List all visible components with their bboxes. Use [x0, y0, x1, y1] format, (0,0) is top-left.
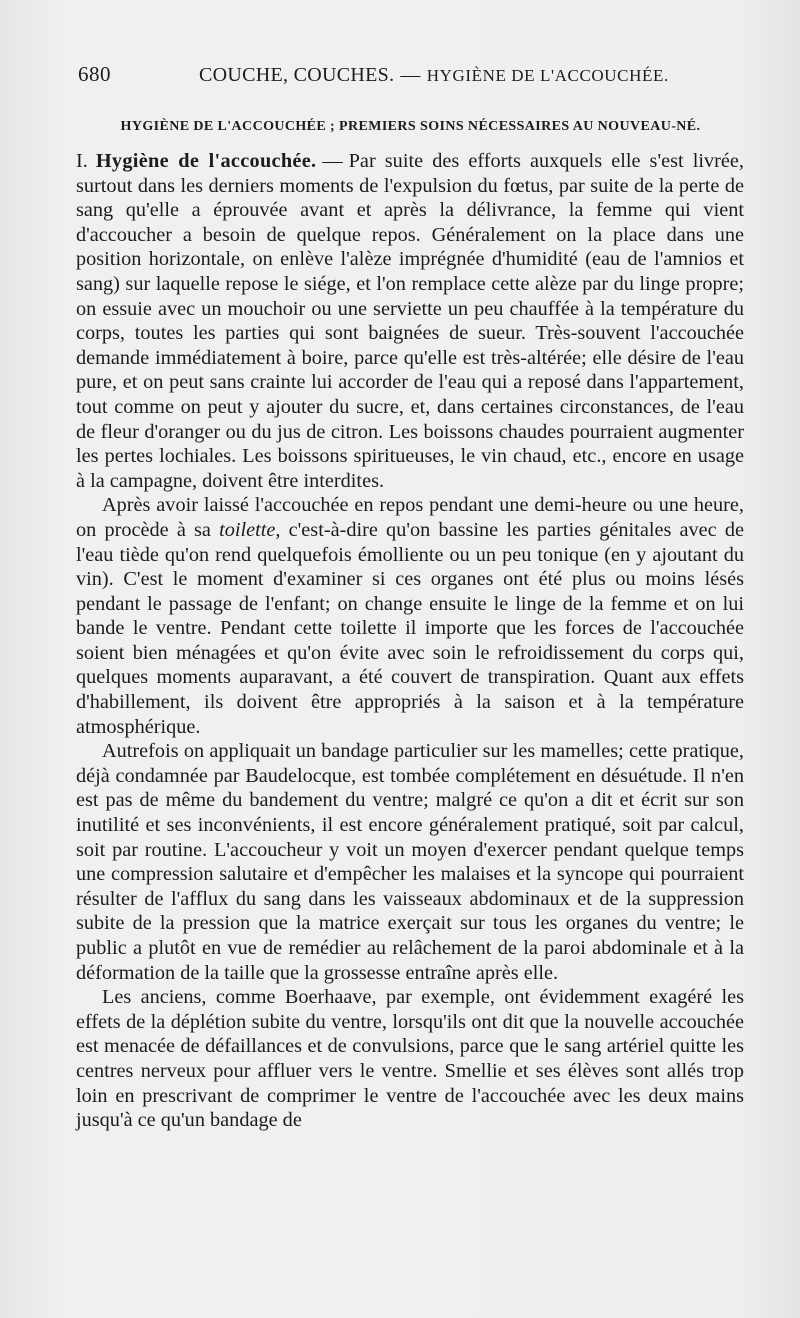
paragraph-2: [76, 493, 744, 739]
section-dash: —: [322, 150, 343, 172]
running-title-main: COUCHE, COUCHES.: [199, 64, 395, 86]
running-head: [78, 62, 743, 92]
paragraph-2-after: , c'est-à-dire qu'on bassine les parties génitales avec de l'eau tiède qu'on rend quelquefois émolliente ou un peu tonique (en y ajoutant du vin). C'est le moment d'examiner si ces organes ont été plus ou moins lésés pendant le passage de l'enfant; on change ensuite le linge de la femme et on lui bande le ventre. Pendant cette toilette il importe que les forces de l'accouchée soient bien ménagées et qu'on évite avec soin le refroidissement du corps qui, quelques moments auparavant, a été couvert de transpiration. Quant aux effets d'habillement, ils doivent être appropriés à la saison et à la température atmosphérique.: [76, 518, 744, 738]
section-title: Hygiène de l'accouchée.: [95, 150, 317, 172]
running-title-subtitle: HYGIÈNE DE L'ACCOUCHÉE.: [426, 66, 669, 85]
paragraph-2-italic: toilette: [219, 518, 276, 541]
paragraph-3: Autrefois on appliquait un bandage particulier sur les mamelles; cette pratique, déjà condamnée par Baudelocque, est tombée complétement en désuétude. Il n'en est pas de même du bandement du ventre; malgré ce qu'on a dit et écrit sur son inutilité et ses inconvénients, il est encore généralement pratiqué, soit par calcul, soit par routine. L'accoucheur y voit un moyen d'exercer pendant quelque temps une compression salutaire et d'empêcher les malaises et la syncope qui pourraient résulter de l'afflux du sang dans les vaisseaux abdominaux et de la suppression subite de la pression que la matrice exerçait sur tous les organes du ventre; le public a plutôt en vue de remédier au relâchement de la paroi abdominale et à la déformation de la taille que la grossesse entraîne après elle.: [76, 740, 744, 984]
paragraph-1: [76, 149, 744, 493]
section-heading: HYGIÈNE DE L'ACCOUCHÉE ; PREMIERS SOINS NÉCESSAIRES AU NOUVEAU-NÉ.: [120, 119, 701, 134]
section-number: I.: [76, 150, 88, 172]
paragraph-4: Les anciens, comme Boerhaave, par exemple, ont évidemment exagéré les effets de la déplétion subite du ventre, lorsqu'ils ont dit que la nouvelle accouchée est menacée de défaillances et de convulsions, parce que le sang artériel quitte les centres nerveux pour affluer vers le ventre. Smellie et ses élèves sont allés trop loin en prescrivant de comprimer le ventre de l'accouchée avec les deux mains jusqu'à ce qu'un bandage de: [76, 986, 744, 1132]
paragraph-2-before: Après avoir laissé l'accouchée en repos pendant une demi-heure ou une heure, on procède à sa: [76, 494, 744, 541]
running-title-separator: —: [400, 64, 421, 86]
running-title: [199, 64, 669, 87]
body-text: [76, 149, 744, 1133]
page-number: 680: [78, 62, 111, 86]
paragraph-1-text: Par suite des efforts auxquels elle s'est livrée, surtout dans les derniers moments de l'expulsion du fœtus, par suite de la perte de sang qu'elle a éprouvée avant et après la délivrance, la femme qui vient d'accoucher a besoin de quelque repos. Généralement on la place dans une position horizontale, on enlève l'alèze imprégnée d'humidité (eau de l'amnios et sang) sur laquelle repose le siége, et l'on remplace cette alèze par du linge propre; on essuie avec un mouchoir ou une serviette un peu chauffée à la température du corps, toutes les parties qui sont baignées de sueur. Très-souvent l'accouchée demande immédiatement à boire, parce qu'elle est très-altérée; elle désire de l'eau pure, et on peut sans crainte lui accorder de l'eau qui a reposé dans l'appartement, tout comme on peut y ajouter du sucre, et, dans certaines circonstances, de l'eau de fleur d'oranger ou du jus de citron. Les boissons chaudes pourraient augmenter les pertes lochiales. Les boissons spiritueuses, le vin chaud, etc., encore en usage à la campagne, doivent être interdites.: [76, 150, 744, 492]
